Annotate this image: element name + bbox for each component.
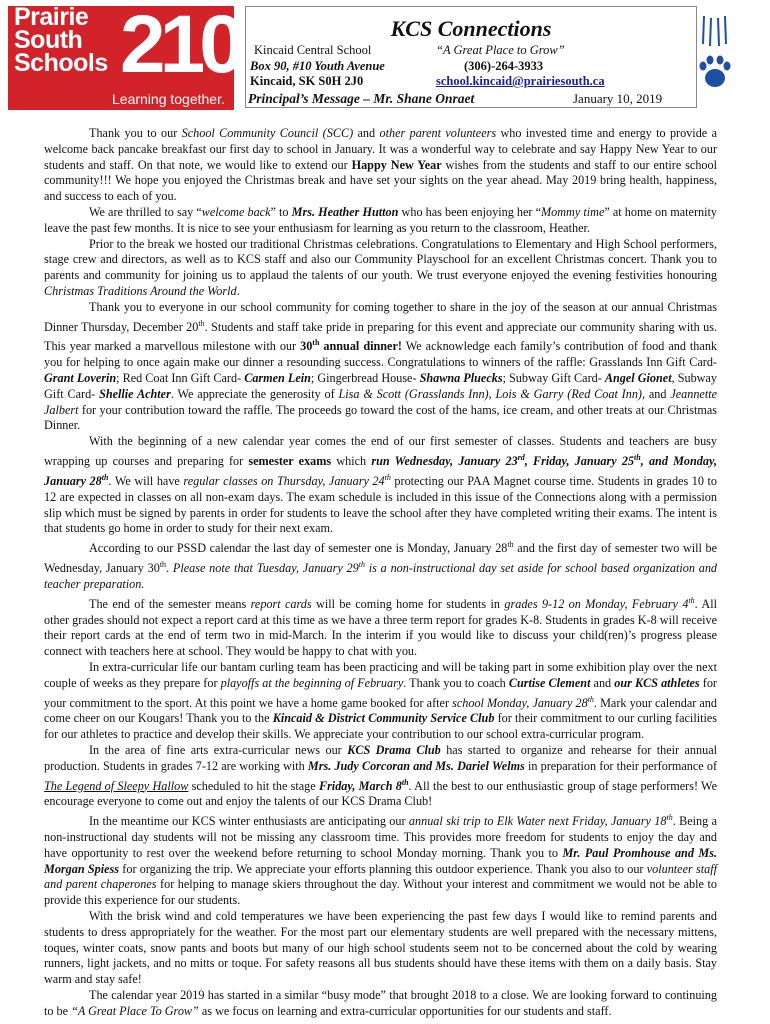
logo-line-3: Schools — [14, 49, 108, 77]
newsletter-title: KCS Connections — [390, 16, 552, 41]
school-motto: “A Great Place to Grow” — [436, 43, 565, 57]
logo-line-2: South — [14, 26, 83, 54]
logo-words — [14, 3, 108, 77]
letter-paragraph-1: Thank you to our School Community Council (SCC) and other parent volunteers who invested time and energy to provide a welcome back pancake breakfast our first day to school in January. It was a wonderful way to celebrate and say Happy New Year to our students and staff. On that note, we would like to extend our Happy New Year wishes from the students and staff to our entire school community!!! We hope you enjoyed the Christmas break and have set your sights on the year ahead. May 2019 bring health, happiness, and success to each of you. — [44, 126, 717, 204]
letter-paragraph-11: With the brisk wind and cold temperatures we have been experiencing the past few days I would like to remind parents and students to dress appropriately for the weather. For the most part our elementary students are well prepared with the necessary mittens, toques, winter coats, snow pants and boots but many of our high school students seem not to be concerned about the cold by wearing runners, light jackets, and no mitts or toque. For safety reasons all bus students should have these items with them on a daily basis. Stay warm and stay safe! — [44, 909, 717, 987]
message-heading: Principal’s Message – Mr. Shane Onraet — [248, 91, 475, 106]
letter-paragraph-12: The calendar year 2019 has started in a similar “busy mode” that brought 2018 to a close. We are looking forward to continuing to be “A Great Place To Grow” as we focus on learning and extra-curricular opportunities for our students and staff. — [44, 988, 717, 1018]
prairie-south-logo — [8, 0, 239, 110]
logo-tagline: Learning together. — [112, 91, 225, 107]
letter-paragraph-7: The end of the semester means report cards will be coming home for students in grades 9-12 on Monday, February 4th. All other grades should not expect a report card at this time as we have a three term report for grades K-8. Students in grades K-8 will receive their report cards at the end of term two in mid-March. In the interim if you would like to discuss your child(ren)’s progress please connect with teachers here at school. They would be happy to chat with you. — [44, 595, 717, 659]
logo-line-1: Prairie — [14, 3, 89, 31]
letter-paragraph-2: We are thrilled to say “welcome back” to Mrs. Heather Hutton who has been enjoying her “Mommy time” at home on maternity leave the past few months. It is nice to see your enthusiasm for learning as you return to the classroom, Heather. — [44, 204, 717, 235]
letter-paragraph-6: According to our PSSD calendar the last day of semester one is Monday, January 28th and the first day of semester two will be Wednesday, January 30th. Please note that Tuesday, January 29th is a non-instructional day set aside for school based organization and teacher preparation. — [44, 540, 718, 591]
message-date: January 10, 2019 — [573, 91, 663, 106]
principal-letter — [44, 126, 717, 1020]
letter-paragraph-3: Prior to the break we hosted our traditional Christmas celebrations. Congratulations to Elementary and High School performers, stage crew and directors, as well as to KCS staff and also our Community Playschool for an excellent Christmas concert. Thank you to parents and community for joining us to applaud the talents of our youth. We trust everyone enjoyed the evening festivities honouring Christmas Traditions Around the World. — [44, 236, 717, 298]
school-phone: (306)-264-3933 — [464, 59, 544, 73]
letter-paragraph-10: In the meantime our KCS winter enthusiasts are anticipating our annual ski trip to Elk Water next Friday, January 18th. Being a non-instructional day students will not be missing any classroom time. This provides more freedom for students to enjoy the day and have opportunity to rest over the weekend before returning to school Monday morning. Thank you to Mr. Paul Promhouse and Ms. Morgan Spiess for organizing the trip. We appreciate your efforts planning this outdoor experience. Thank you also to our volunteer staff and parent chaperones for helping to manage skiers throughout the day. Without your interest and commitment we would not be able to provide this experience for our students. — [44, 813, 717, 908]
paw-print-icon — [698, 14, 732, 98]
newsletter-header — [245, 6, 697, 108]
school-address: Box 90, #10 Youth Avenue — [250, 59, 385, 73]
letter-paragraph-4: Thank you to everyone in our school community for coming together to share in the joy of the season at our annual Christmas Dinner Thursday, December 20th. Students and staff take pride in preparing for this event and appreciate our community sharing with us. This year marked a marvellous milestone with our 30th annual dinner! We acknowledge each family’s contribution of food and thank you for helping to once again make our dinner a resounding success. Congratulations to winners of the raffle: Grasslands Inn Gift Card- Grant Loverin; Red Coat Inn Gift Card- Carmen Lein; Gingerbread House- Shawna Pluecks; Subway Gift Card- Angel Gionet, Subway Gift Card- Shellie Achter. We appreciate the generosity of Lisa & Scott (Grasslands Inn), Lois & Garry (Red Coat Inn), and Jeannette Jalbert for your contribution toward the raffle. The proceeds go toward the cost of the hams, ice cream, and other treats at our Christmas Dinner. — [44, 299, 718, 433]
letter-paragraph-9: In the area of fine arts extra-curricular news our KCS Drama Club has started to organize and rehearse for their annual production. Students in grades 7-12 are working with Mrs. Judy Corcoran and Ms. Dariel Welms in preparation for their performance of The Legend of Sleepy Hallow scheduled to hit the stage Friday, March 8th. All the best to our enthusiastic group of stage performers! We encourage everyone to come out and enjoy the talents of our KCS Drama Club! — [44, 742, 717, 809]
letter-paragraph-5: With the beginning of a new calendar year comes the end of our first semester of classes. Students and teachers are busy wrapping up courses and preparing for semester exams which run Wednesday, January 23rd, Friday, January 25th, and Monday, January 28th. We will have regular classes on Thursday, January 24th protecting our PAA Magnet course time. Students in grades 10 to 12 are expected in classes on all non-exam days. The exam schedule is included in this issue of the Connections along with a permission slip which must be signed by parents in order for students to leave the school after they have completed writing their exams. The intent is that students go home in order to study for their next exam. — [44, 434, 717, 536]
school-city: Kincaid, SK S0H 2J0 — [250, 74, 364, 88]
school-email-link[interactable]: school.kincaid@prairiesouth.ca — [436, 74, 605, 88]
school-name: Kincaid Central School — [254, 43, 372, 57]
letter-paragraph-8: In extra-curricular life our bantam curling team has been practicing and will be taking part in some exhibition play over the next couple of weeks as they prepare for playoffs at the beginning of February. Thank you to coach Curtise Clement and our KCS athletes for your commitment to the sport. At this point we have a home game booked for after school Monday, January 28th. Mark your calendar and come cheer on our Kougars! Thank you to the Kincaid & District Community Service Club for their commitment to our curling facilities for our athletes to practice and develop their skills. We appreciate your contribution to our school extra-curricular program. — [44, 659, 718, 742]
logo-number: 210 — [120, 0, 239, 90]
